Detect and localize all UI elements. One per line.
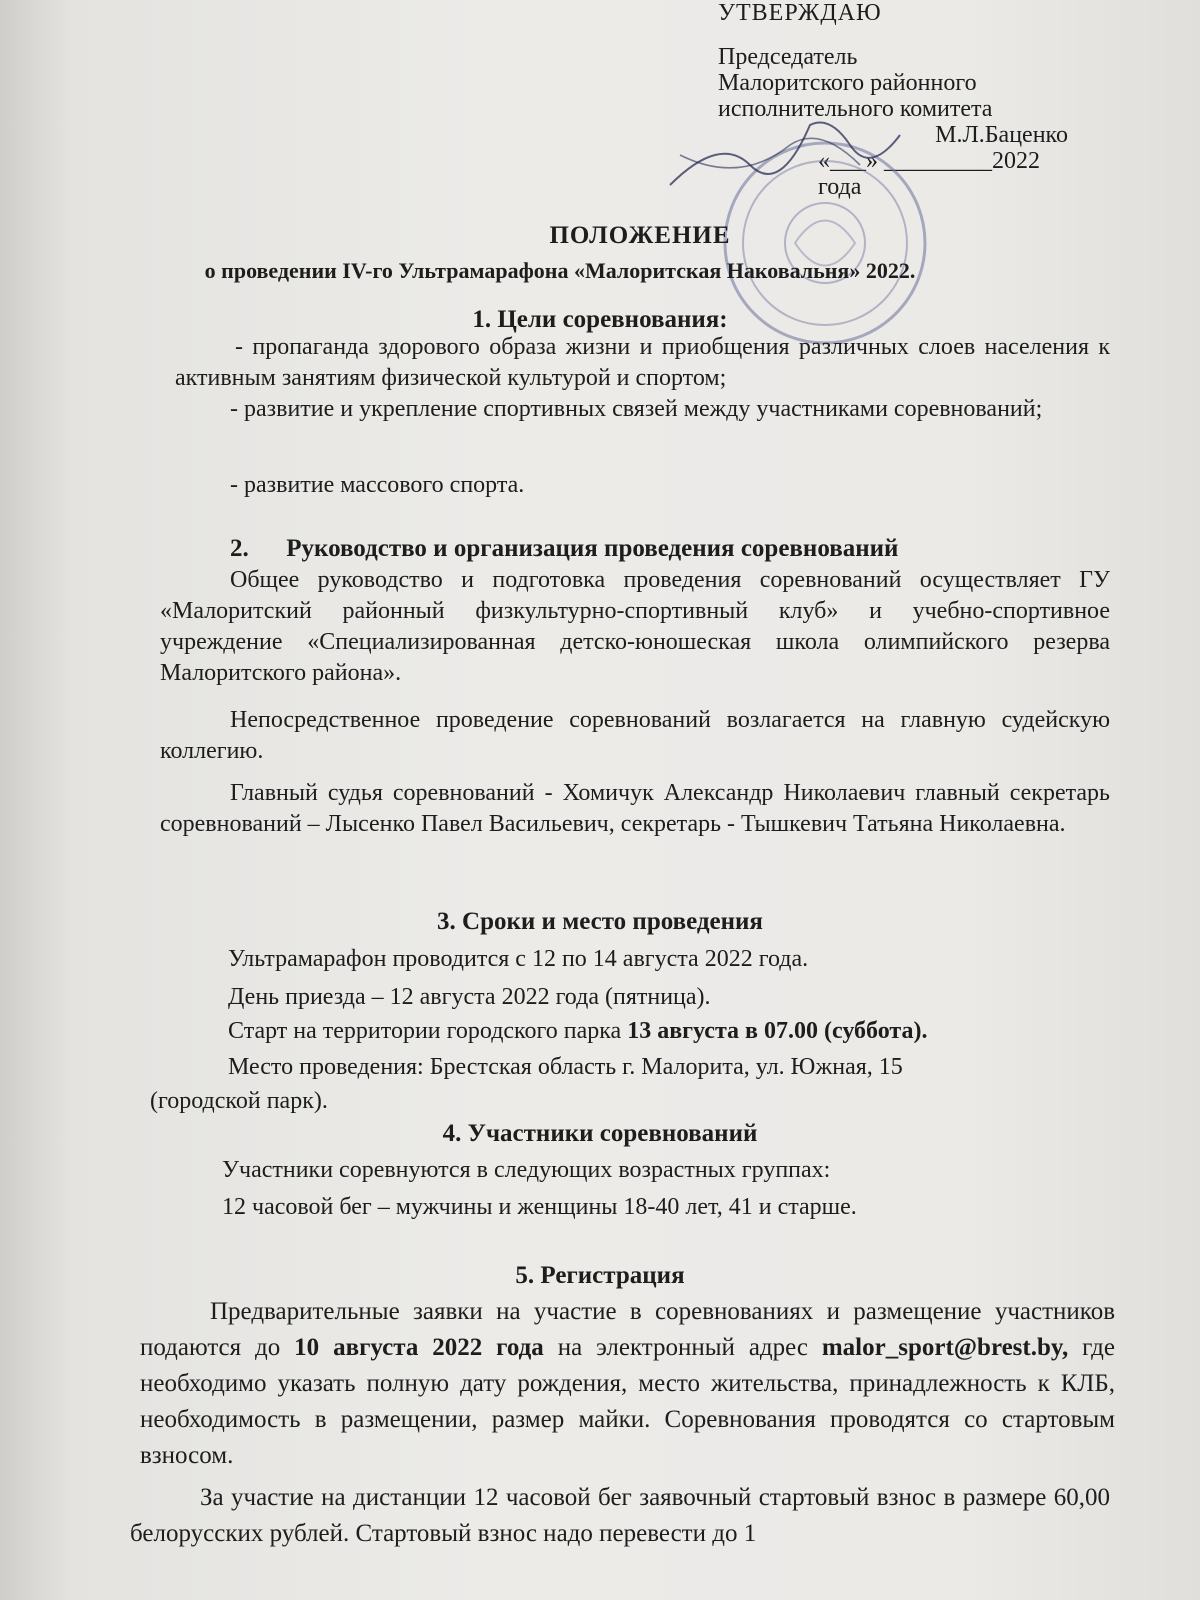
paragraph: - развитие и укрепление спортивных связей между участниками соревнований; bbox=[230, 396, 1043, 422]
paragraph: Общее руководство и подготовка проведения соревнований осуществляет ГУ «Малоритский районный физкультурно-спортивный клуб» и учебно-спортивное учреждение «Специализированная детско-юношеская школа олимпийского резерва Малоритского района». bbox=[160, 567, 1110, 686]
approval-date: «___» _________2022 года bbox=[818, 148, 1040, 200]
start-time: 13 августа в 07.00 (суббота). bbox=[627, 1018, 928, 1044]
approval-heading: УТВЕРЖДАЮ bbox=[718, 0, 882, 26]
paragraph bbox=[140, 1294, 1115, 1474]
text-line: День приезда – 12 августа 2022 года (пятница). bbox=[228, 984, 711, 1010]
section-heading: 5. Регистрация bbox=[515, 1262, 685, 1289]
section-heading: 2. Руководство и организация проведения соревнований bbox=[230, 535, 899, 562]
signature-icon bbox=[660, 95, 920, 205]
paragraph: - развитие массового спорта. bbox=[230, 472, 525, 498]
deadline-date: 10 августа 2022 года bbox=[294, 1334, 544, 1361]
text-span: Старт на территории городского парка bbox=[228, 1018, 628, 1044]
section-heading: 1. Цели соревнования: bbox=[472, 306, 728, 333]
text-line: (городской парк). bbox=[150, 1088, 328, 1114]
paragraph: Главный судья соревнований - Хомичук Александр Николаевич главный секретарь соревнований – Лысенко Павел Васильевич, секретарь - Тышкевич Татьяна Николаевна. bbox=[160, 780, 1110, 837]
text-line: 12 часовой бег – мужчины и женщины 18-40 лет, 41 и старше. bbox=[222, 1194, 857, 1220]
paragraph: За участие на дистанции 12 часовой бег заявочный стартовый взнос в размере 60,00 белорусских рублей. Стартовый взнос надо перевести до 1 bbox=[130, 1484, 1110, 1547]
text-span: на электронный адрес bbox=[543, 1334, 822, 1361]
section-heading: 4. Участники соревнований bbox=[442, 1120, 758, 1147]
text-line bbox=[228, 1016, 927, 1047]
paragraph: Непосредственное проведение соревнований возлагается на главную судейскую коллегию. bbox=[160, 707, 1110, 764]
approval-line: Председатель bbox=[718, 44, 858, 70]
approval-signatory: М.Л.Баценко bbox=[935, 122, 1068, 148]
text-span: где необходимо указать полную дату рождения, место жительства, принадлежность к КЛБ, необходимость в размещении, размер майки. Соревнования проводятся со стартовым взносом. bbox=[140, 1334, 1115, 1469]
document-subtitle: о проведении IV-го Ультрамарафона «Малоритская Наковальня» 2022. bbox=[204, 258, 916, 283]
approval-line: исполнительного комитета bbox=[718, 96, 993, 122]
section-heading: 3. Сроки и место проведения bbox=[437, 908, 763, 935]
text-span: Предварительные заявки на участие в соревнованиях и размещение участников подаются до bbox=[140, 1298, 1115, 1361]
paragraph: - пропаганда здорового образа жизни и приобщения различных слоев населения к активным занятиям физической культурой и спортом; bbox=[175, 334, 1110, 391]
text-line: Участники соревнуются в следующих возрастных группах: bbox=[222, 1157, 831, 1183]
document-title: ПОЛОЖЕНИЕ bbox=[549, 222, 731, 249]
text-line: Ультрамарафон проводится с 12 по 14 августа 2022 года. bbox=[228, 946, 809, 972]
text-line: Место проведения: Брестская область г. Малорита, ул. Южная, 15 bbox=[228, 1054, 903, 1080]
email-address: malor_sport@brest.by, bbox=[821, 1334, 1069, 1361]
approval-line: Малоритского районного bbox=[718, 70, 977, 96]
